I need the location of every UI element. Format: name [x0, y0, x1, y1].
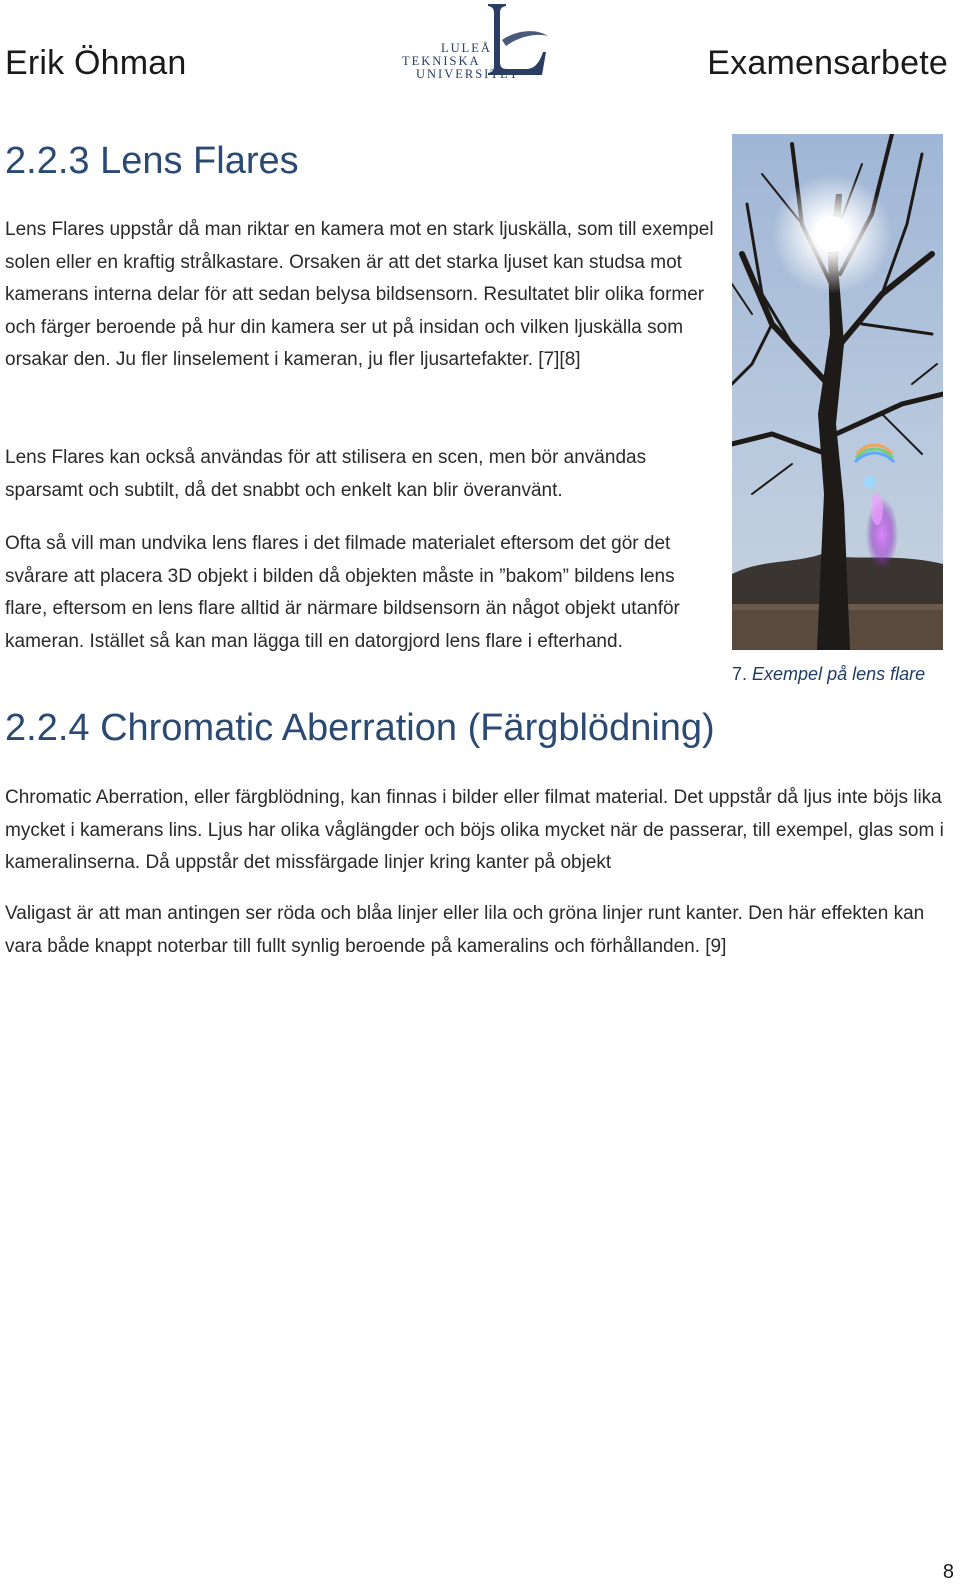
section-heading-lens-flares: 2.2.3 Lens Flares [5, 140, 299, 182]
figure-caption-text: Exempel på lens flare [752, 664, 926, 684]
logo-line-1: LULEÅ [441, 41, 492, 55]
figure-caption [732, 664, 925, 685]
paragraph-lens-2: Lens Flares kan också användas för att stilisera en scen, men bör användas sparsamt och subtilt, då det snabbt och enkelt kan blir överanvänt. [5, 447, 647, 501]
paragraph-lens-1: Lens Flares uppstår då man riktar en kamera mot en stark ljuskälla, som till exempel solen eller en kraftig strålkastare. Orsaken är att det starka ljuset kan studsa mot kamerans interna delar för att sedan belysa bildsensorn. Resultatet blir olika former och färger beroende på hur din kamera ser ut på insidan och vilken ljuskälla som orsakar den. Ju fler linselement i kameran, ju fler ljusartefakter. [7][8] [5, 219, 714, 370]
paragraph-chromatic-1: Chromatic Aberration, eller färgblödning, kan finnas i bilder eller filmat material. Det uppstår då ljus inte böjs lika mycket i kamerans lins. Ljus har olika våglängder och böjs olika mycket när de passerar, till exempel, glas som i kameralinserna. Då uppstår det missfärgade linjer kring kanter på objekt [5, 787, 944, 873]
paragraph-chromatic-2: Valigast är att man antingen ser röda och blåa linjer eller lila och gröna linjer runt kanter. Den här effekten kan vara både knappt noterbar till fullt synlig beroende på kameralins och förhållanden. [9] [5, 903, 925, 957]
header-doc-title: Examensarbete [707, 44, 948, 82]
university-logo [402, 0, 556, 90]
header-author: Erik Öhman [5, 44, 187, 82]
page-number: 8 [942, 1561, 954, 1583]
figure-number: 7. [732, 664, 748, 684]
section-heading-chromatic-aberration: 2.2.4 Chromatic Aberration (Färgblödning) [5, 707, 715, 749]
lens-flare-example-photo [732, 134, 943, 650]
logo-line-2: TEKNISKA [402, 54, 481, 68]
logo-line-3: UNIVERSITET [416, 67, 520, 81]
paragraph-lens-3: Ofta så vill man undvika lens flares i det filmade materialet eftersom det gör det svårare att placera 3D objekt i bilden då objekten måste in ”bakom” bildens lens flare, eftersom en lens flare alltid är närmare bildsensorn än något objekt utanför kameran. Istället så kan man lägga till en datorgjord lens flare i efterhand. [5, 533, 680, 652]
